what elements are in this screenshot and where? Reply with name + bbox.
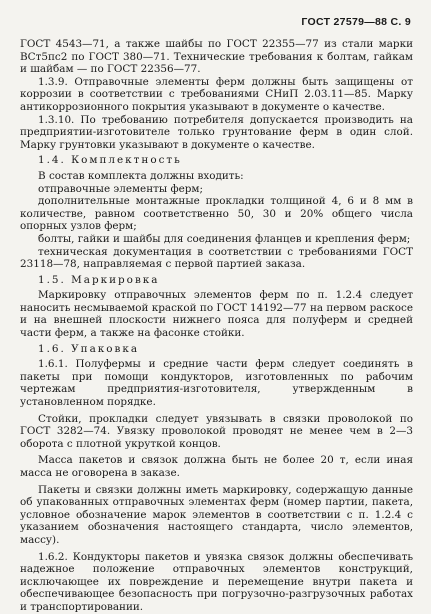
section-heading-marking: 1.5. Маркировка bbox=[38, 273, 160, 286]
document-body bbox=[20, 38, 413, 614]
paragraph-package-marking: Пакеты и связки должны иметь маркировку, содержащую данные об упакованных отправочных элементах ферм (номер партии, пакета, условное обозначение марок элементов в соответствии с п. 1.2.4 с указанием обозначения настоящего стандарта, число элементов, массу). bbox=[20, 483, 413, 546]
list-item-gaskets: дополнительные монтажные прокладки толщиной 4, 6 и 8 мм в количестве, равном соответственно 50, 30 и 20% общего числа опорных узлов ферм; bbox=[20, 195, 413, 233]
clause-1-6-2: 1.6.2. Кондукторы пакетов и увязка связок должны обеспечивать надежное положение отправочных элементов конструкций, исключающее их повреждение и перемещение внутри пакета и обеспечивающее безопасность при погрузочно-разгрузочных работах и транспортировании. bbox=[20, 550, 413, 613]
section-heading-completeness: 1.4. Комплектность bbox=[38, 154, 182, 167]
paragraph-marking: Маркировку отправочных элементов ферм по п. 1.2.4 следует наносить несмываемой краской по ГОСТ 14192—77 на первом раскосе и на внешней плоскости нижнего пояса для полуферм и средней части ферм, а также на фасонке стойки. bbox=[20, 289, 413, 340]
clause-1-6-1: 1.6.1. Полуфермы и средние части ферм следует соединять в пакеты при помощи кондукторов, изготовленных по рабочим чертежам предприятия-изготовителя, утвержденным в установленном порядке. bbox=[20, 358, 413, 409]
paragraph-mass: Масса пакетов и связок должна быть не более 20 т, если иная масса не оговорена в заказе. bbox=[20, 454, 413, 479]
paragraph-bundles: Стойки, прокладки следует увязывать в связки проволокой по ГОСТ 3282—74. Увязку проволокой проводят не менее чем в 2—3 оборота с плотной укруткой концов. bbox=[20, 412, 413, 450]
list-item-documentation: техническая документация в соответствии с требованиями ГОСТ 23118—78, направляемая с первой партией заказа. bbox=[20, 245, 413, 271]
paragraph-set-intro: В состав комплекта должны входить: bbox=[38, 169, 244, 182]
list-item-elements: отправочные элементы ферм; bbox=[38, 182, 203, 195]
section-heading-packaging: 1.6. Упаковка bbox=[38, 342, 140, 355]
clause-1-3-9: 1.3.9. Отправочные элементы ферм должны быть защищены от коррозии в соответствии с требованиями СНиП 2.03.11—85. Марку антикоррозионного покрытия указывают в документе о качестве. bbox=[20, 75, 413, 113]
list-item-bolts: болты, гайки и шайбы для соединения фланцев и крепления ферм; bbox=[38, 232, 411, 245]
paragraph-continuation: ГОСТ 4543—71, а также шайбы по ГОСТ 22355—77 из стали марки ВСт5пс2 по ГОСТ 380—71. Технические требования к болтам, гайкам и шайбам — по ГОСТ 22356—77. bbox=[20, 38, 413, 76]
page-header: ГОСТ 27579—88 С. 9 bbox=[301, 16, 411, 28]
clause-1-3-10: 1.3.10. По требованию потребителя допускается производить на предприятии-изготовителе только грунтование ферм в один слой. Марку грунтовки указывают в документе о качестве. bbox=[20, 113, 413, 151]
